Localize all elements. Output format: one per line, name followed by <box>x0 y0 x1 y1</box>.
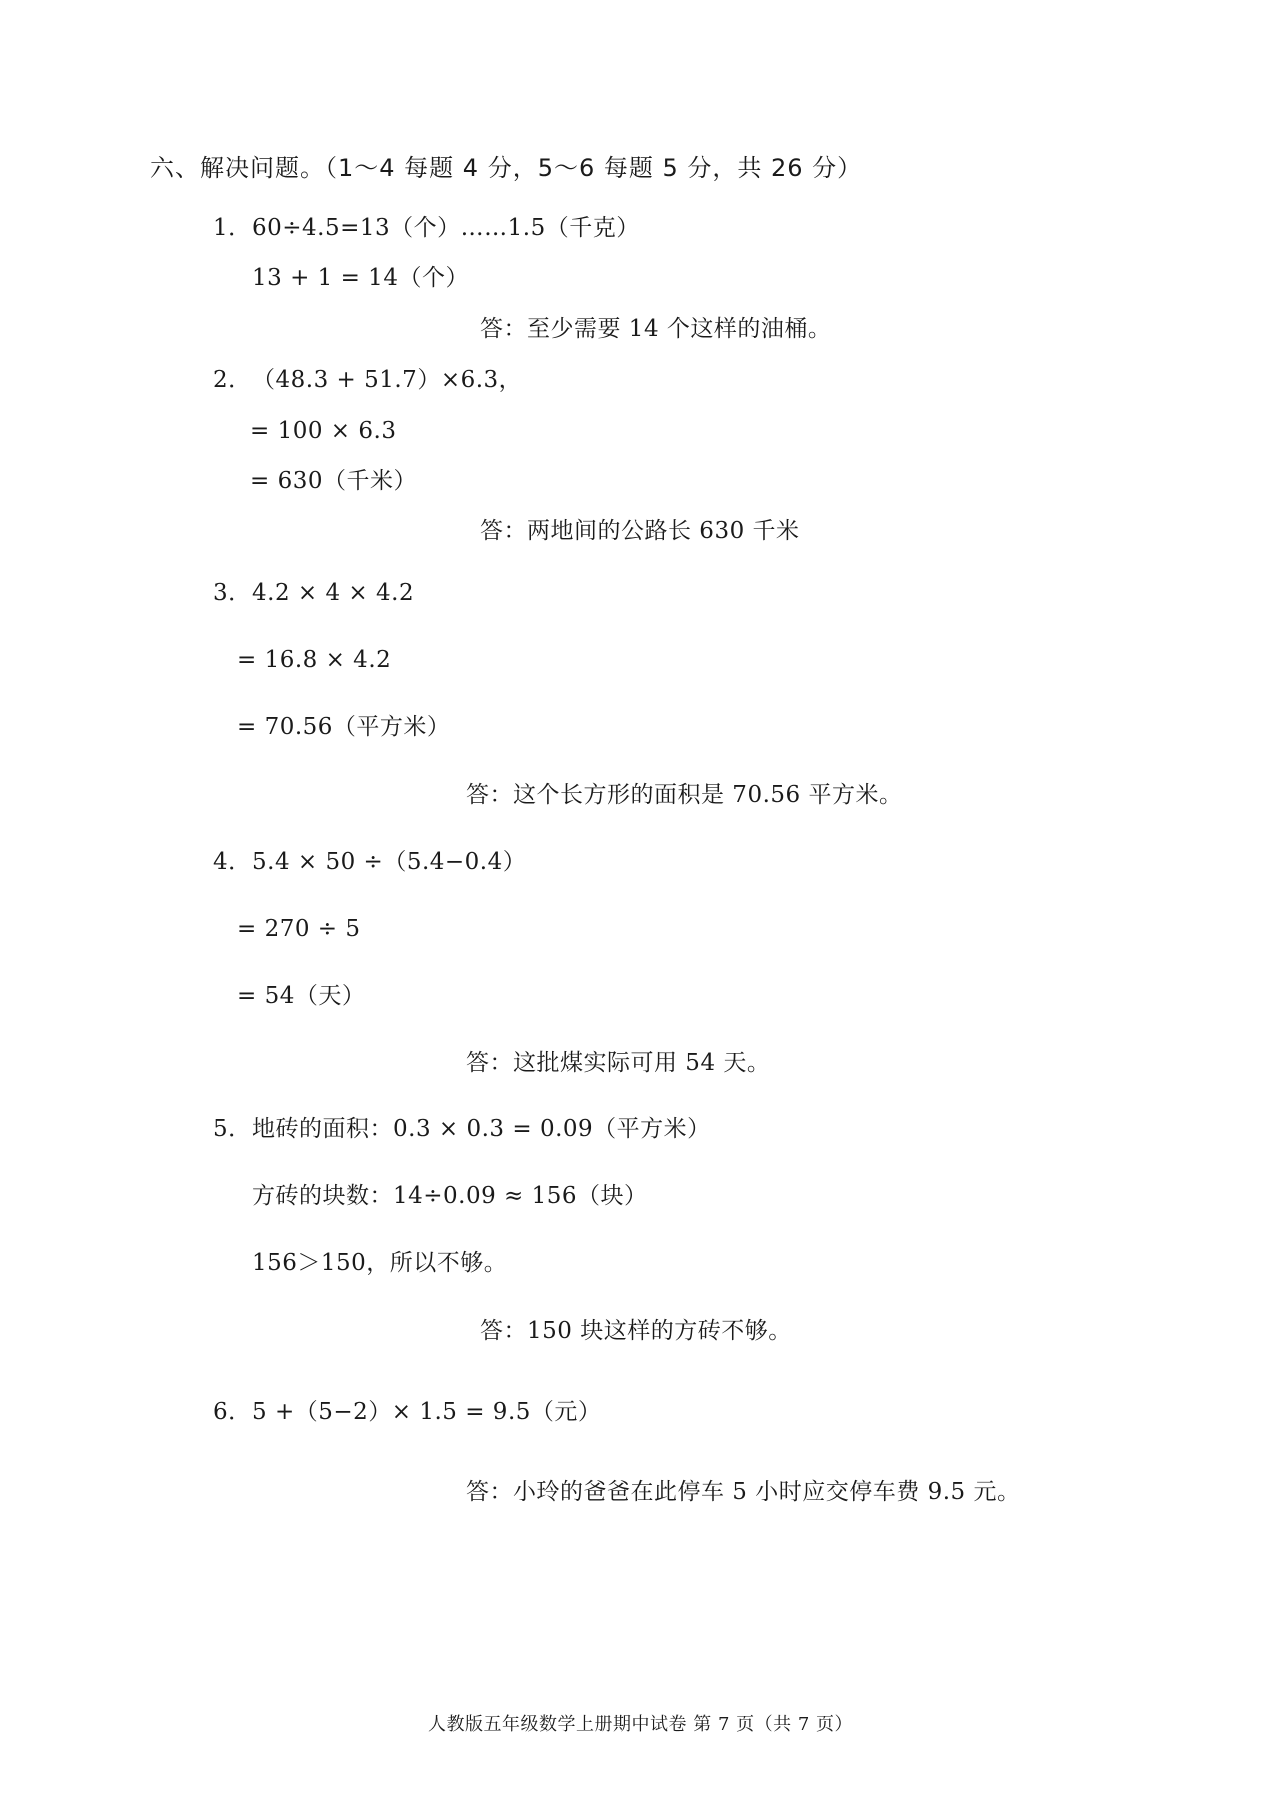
calculation-line: 5.4 × 50 ÷（5.4−0.4） <box>252 849 527 875</box>
answer-line: 答：这个长方形的面积是 70.56 平方米。 <box>466 782 903 808</box>
calculation-line: 5 +（5−2）× 1.5 = 9.5（元） <box>252 1399 602 1425</box>
problem-number: 5． <box>213 1116 252 1142</box>
calculation-line: = 54（天） <box>237 983 366 1009</box>
problem-number: 2． <box>213 367 252 393</box>
answer-line: 答：小玲的爸爸在此停车 5 小时应交停车费 9.5 元。 <box>466 1479 1021 1505</box>
calculation-line: 156＞150，所以不够。 <box>252 1250 508 1276</box>
problem-number: 4． <box>213 849 252 875</box>
section-heading: 六、解决问题。（1～4 每题 4 分，5～6 每题 5 分，共 26 分） <box>150 154 863 182</box>
answer-line: 答：至少需要 14 个这样的油桶。 <box>480 316 832 342</box>
calculation-line: = 100 × 6.3 <box>250 418 397 444</box>
calculation-line: 方砖的块数：14÷0.09 ≈ 156（块） <box>252 1183 648 1209</box>
calculation-line: = 270 ÷ 5 <box>237 916 361 942</box>
page-footer: 人教版五年级数学上册期中试卷 第 7 页（共 7 页） <box>428 1714 854 1735</box>
problem-number: 6． <box>213 1399 252 1425</box>
calculation-line: = 630（千米） <box>250 468 417 494</box>
calculation-line: 地砖的面积：0.3 × 0.3 = 0.09（平方米） <box>252 1116 711 1142</box>
answer-line: 答：150 块这样的方砖不够。 <box>480 1318 792 1344</box>
answer-line: 答：这批煤实际可用 54 天。 <box>466 1050 771 1076</box>
calculation-line: = 70.56（平方米） <box>237 714 451 740</box>
calculation-line: （48.3 + 51.7）×6.3， <box>252 367 523 393</box>
calculation-line: = 16.8 × 4.2 <box>237 647 392 673</box>
answer-line: 答：两地间的公路长 630 千米 <box>480 518 800 544</box>
problem-number: 3． <box>213 580 252 606</box>
problem-number: 1． <box>213 215 252 241</box>
calculation-line: 4.2 × 4 × 4.2 <box>252 580 415 606</box>
calculation-line: 60÷4.5=13（个）……1.5（千克） <box>252 215 640 241</box>
calculation-line: 13 + 1 = 14（个） <box>252 265 469 291</box>
